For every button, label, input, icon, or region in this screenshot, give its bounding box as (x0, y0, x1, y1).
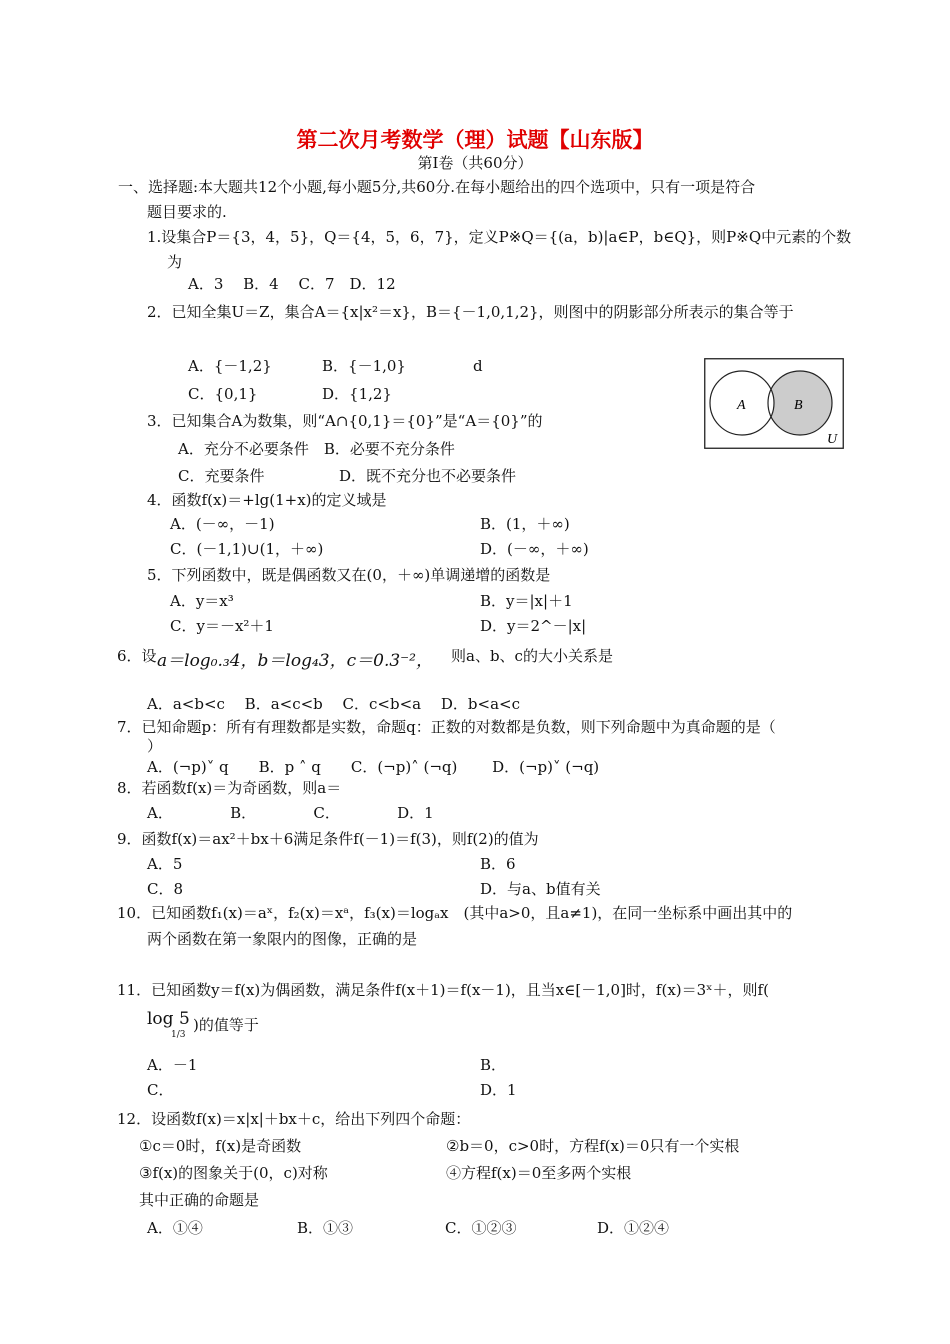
q12-stem: 12．设函数f(x)＝x|x|＋bx＋c，给出下列四个命题： (117, 1110, 471, 1128)
q7-stem-line2: ） (147, 737, 163, 755)
q6-number: 6．设 (117, 647, 157, 665)
q3-stem: 3．已知集合A为数集，则“A∩{0,1}＝{0}”是“A＝{0}”的 (147, 412, 543, 430)
q1-stem: 1.设集合P＝{3，4，5}，Q＝{4，5，6，7}，定义P※Q＝{(a，b)|a∈P，b∈Q}，则P※Q中元素的个数 (147, 228, 852, 246)
q4-option-d: D．(－∞，＋∞) (480, 540, 589, 558)
q9-option-c: C．8 (147, 880, 184, 898)
q4-stem: 4．函数f(x)＝+lg(1+x)的定义域是 (147, 491, 387, 509)
q7-stem: 7．已知命题p：所有有理数都是实数，命题q：正数的对数都是负数，则下列命题中为真命题的是（ (117, 718, 776, 736)
q12-option-a: A．①④ (147, 1219, 203, 1237)
exam-subtitle: 第Ⅰ卷（共60分） (417, 154, 533, 172)
q12-question: 其中正确的命题是 (139, 1191, 260, 1209)
q5-option-d: D．y＝2^－|x| (480, 617, 587, 635)
exam-title: 第二次月考数学（理）试题【山东版】 (296, 127, 654, 152)
q11-log-expression: log 5 (147, 1009, 190, 1029)
q4-option-a: A．(－∞，－1) (170, 515, 275, 533)
q9-option-a: A．5 (147, 855, 183, 873)
q11-stem: 11．已知函数y＝f(x)为偶函数，满足条件f(x＋1)＝f(x－1)，且当x∈[－1,0]时，f(x)＝3ˣ＋，则f( (117, 981, 769, 999)
q2-option-c: C．{0,1} (188, 385, 258, 403)
q11-option-d: D．1 (480, 1081, 517, 1099)
q12-option-c: C．①②③ (445, 1219, 517, 1237)
q1-options: A．3 B．4 C．7 D．12 (188, 275, 396, 293)
q4-option-c: C．(－1,1)∪(1，＋∞) (170, 540, 324, 558)
q2-option-a: A．{－1,2} (188, 357, 272, 375)
q3-option-c: C．充要条件 (178, 467, 265, 485)
q3-options-ab: A．充分不必要条件 B．必要不充分条件 (178, 440, 455, 458)
q5-option-b: B．y＝|x|＋1 (480, 592, 573, 610)
q11-option-a: A．－1 (147, 1056, 198, 1074)
q5-option-c: C．y＝－x²＋1 (170, 617, 274, 635)
q9-option-d: D．与a、b值有关 (480, 880, 601, 898)
q1-stem-line2: 为 (167, 253, 183, 271)
q2-option-b: B．{－1,0} (322, 357, 406, 375)
q12-option-d: D．①②④ (597, 1219, 670, 1237)
section-instruction-line2: 题目要求的. (147, 203, 227, 221)
q5-option-a: A．y＝x³ (170, 592, 234, 610)
q12-proposition-3: ③f(x)的图象关于(0，c)对称 (139, 1164, 328, 1182)
q3-option-d: D．既不充分也不必要条件 (339, 467, 517, 485)
q5-stem: 5．下列函数中，既是偶函数又在(0，＋∞)单调递增的函数是 (147, 566, 551, 584)
universal-set-label: U (827, 432, 838, 447)
set-a-label: A (737, 398, 746, 413)
q10-stem: 10．已知函数f₁(x)＝aˣ，f₂(x)＝xᵃ，f₃(x)＝logₐx (其中a>0，且a≠1)，在同一坐标系中画出其中的 (117, 904, 793, 922)
q11-log-base: 1/3 (171, 1030, 186, 1040)
q7-options: A．(¬p)˅ q B．p ˄ q C．(¬p)˄ (¬q) D．(¬p)˅ (¬q) (147, 758, 600, 776)
set-b-label: B (794, 398, 803, 413)
venn-diagram (704, 358, 844, 449)
q2-stem: 2．已知全集U＝Z，集合A＝{x|x²＝x}，B＝{－1,0,1,2}，则图中的阴影部分所表示的集合等于 (147, 303, 794, 321)
q6-options: A．a<b<c B．a<c<b C．c<b<a D．b<a<c (147, 695, 520, 713)
q2-option-d: D．{1,2} (322, 385, 392, 403)
q11-option-c: C． (147, 1081, 174, 1099)
section-instruction-line1: 一、选择题:本大题共12个小题,每小题5分,共60分.在每小题给出的四个选项中，只有一项是符合 (118, 178, 756, 196)
q10-stem-line2: 两个函数在第一象限内的图像，正确的是 (147, 930, 418, 948)
q11-option-b: B． (480, 1056, 507, 1074)
q9-option-b: B．6 (480, 855, 516, 873)
q6-expression: a＝log₀.₃4，b＝log₄3，c＝0.3⁻²， (157, 651, 433, 671)
q6-stem-tail: 则a、b、c的大小关系是 (451, 647, 613, 665)
q12-proposition-4: ④方程f(x)＝0至多两个实根 (446, 1164, 632, 1182)
q11-stem-tail: )的值等于 (193, 1016, 259, 1034)
q4-option-b: B．(1，＋∞) (480, 515, 570, 533)
q12-proposition-1: ①c＝0时，f(x)是奇函数 (139, 1137, 302, 1155)
q12-proposition-2: ②b＝0，c>0时，方程f(x)＝0只有一个实根 (446, 1137, 740, 1155)
q2-extra-text: d (473, 357, 483, 375)
q9-stem: 9．函数f(x)＝ax²＋bx＋6满足条件f(－1)＝f(3)，则f(2)的值为 (117, 830, 539, 848)
q8-options: A． B． C． D．1 (147, 804, 434, 822)
q8-stem: 8．若函数f(x)＝为奇函数，则a＝ (117, 779, 342, 797)
q12-option-b: B．①③ (297, 1219, 354, 1237)
